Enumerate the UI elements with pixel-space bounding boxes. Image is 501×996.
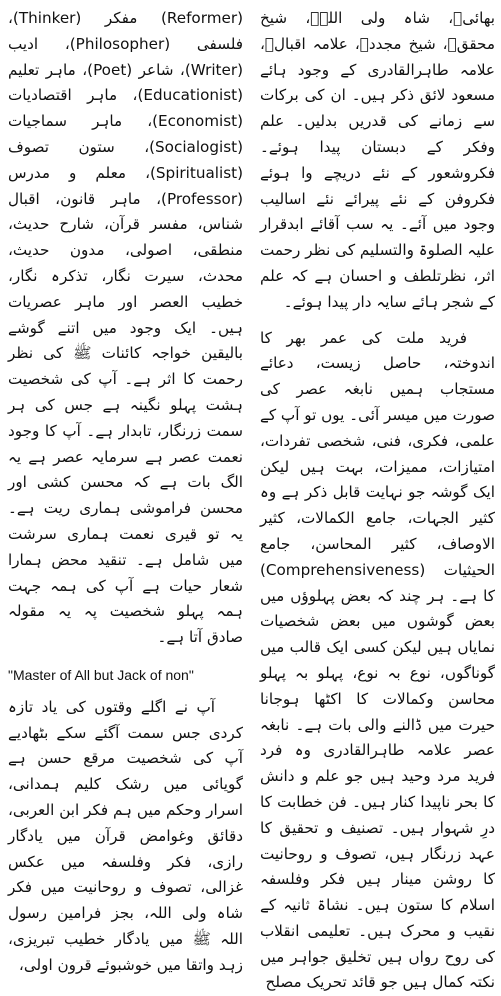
left-outro-paragraph: آپ نے اگلے وقتوں کی یاد تازہ کردی جس سمت آگئے سکے بٹھادیے آپ کی شخصیت مرقع حسن ہے گویائی میں رشک کلیم ہمدانی، اسرار وحکم میں ہم فکر ابن العربی، دقائق وغوامض قرآن میں یادگار رازی، فکر وفلسفہ میں عکس غزالی، تصوف و روحانیت میں فکر شاہ ولی اللہ، بجز فرامین رسول اللہ ﷺ میں یادگار خطیب تبریزی، زہد واتقا میں خوشبوئے قرون اولی، [8,697,244,974]
left-column [8,6,244,974]
right-paragraph-1: بھائیؒ، شاہ ولی اللہؒ، شیخ محققؒ، شیخ مجددؒ، علامہ اقبالؒ، علامہ طاہرالقادری کے وجود ہائے مسعود لائق ذکر ہیں۔ ان کی برکات سے زمانے کی قدریں بدلیں۔ علم وفکر کے دبستان پیدا ہوئے۔ فکروشعور کے نئے دریچے وا ہوئے فکروفن کے نئے پیرائے نئے اسالیب وجود میں آئے۔ یہ سب آقائے ابدقرار علیہ الصلوۃ والتسلیم کی نظر رحمت اثر، نظرتلطف و احسان ہے کہ علم کے شجر ہائے سایہ دار پیدا ہوئے۔ [259,9,495,311]
column-gutter [243,6,260,798]
english-quote: "Master of All but Jack of non" [8,666,194,683]
paragraph-gap [260,316,495,326]
left-intro-paragraph: (Reformer) مفکر (Thinker)، فلسفی (Philosopher)، ادیب (Writer)، شاعر (Poet)، ماہر تعلیم (Educationist)، ماہر اقتصادیات (Economist)، ماہر سماجیات (Socialogist)، ستون تصوف (Spiritualist)، معلم و مدرس (Professor)، ماہر قانون، اقبال شناس، مفسر قرآن، شارح حدیث، منطقی، اصولی، مدون حدیث، محدث، سیرت نگار، تذکرہ نگار، خطیب العصر اور ماہر عصریات ہیں۔ ایک وجود میں اتنے گوشے بالیقین خواجہ کائنات ﷺ کی نظر رحمت کا اثر ہے۔ آپ کی شخصیت ہشت پہلو نگینہ ہے جس کی ہر سمت زرنگار، تابدار ہے۔ آپ کا وجود نعمت عصر ہے سرمایہ عصر ہے یہ الگ بات ہے کہ محسن کشی اور محسن فراموشی ہماری ریت ہے۔ یہ تو قیری نعمت ہماری سرشت میں شامل ہے۔ تنقید محض ہمارا شعار حیات ہے آپ کی ہمہ جہت ہمہ پہلو شخصیت پہ یہ مقولہ صادق آتا ہے۔ [8,9,244,647]
paragraph-gap [8,651,243,661]
right-column [259,6,495,992]
right-paragraph-2: فرید ملت کی عمر بھر کا اندوختہ، حاصل زیست، دعائے مستجاب ہمیں نابغہ عصر کی صورت میں میسر آئی۔ یوں تو آپ کے علمی، فکری، فنی، شخصی تفردات، امتیازات، ممیزات، بہت ہیں لیکن ایک گوشہ جو نہایت قابل ذکر ہے وہ کثیر الجہات، جامع الکمالات، کثیر الاوصاف، کثیر المحاسن، جامع الحیثیات (Comprehensiveness) کا ہے۔ ہر چند کہ بعض پہلوؤں میں بعض گوشوں میں بعض شخصیات نمایاں ہیں لیکن کسی ایک قالب میں گوناگوں، نوع بہ نوع، پہلو بہ پہلو محاسن وکمالات کا اکٹھا ہوجانا حیرت میں ڈالنے والی بات ہے۔ نابغہ عصر علامہ طاہرالقادری وہ فرد فرید مرد وحید ہیں جو علم و دانش کا بحر ناپیدا کنار ہیں۔ فن خطابت کا درِ شہوار ہیں۔ تصنیف و تحقیق کا عہد زرنگار ہیں، تصوف و روحانیت کا روشن مینار ہیں فکر وفلسفہ اسلام کا ستون ہیں۔ نشاۃ ثانیہ کے نقیب و محرک ہیں۔ تعلیمی انقلاب کی روح رواں ہیں تخلیق جواہر میں نکتہ کمال ہیں جو قائد تحریک مصلح [259,328,495,992]
